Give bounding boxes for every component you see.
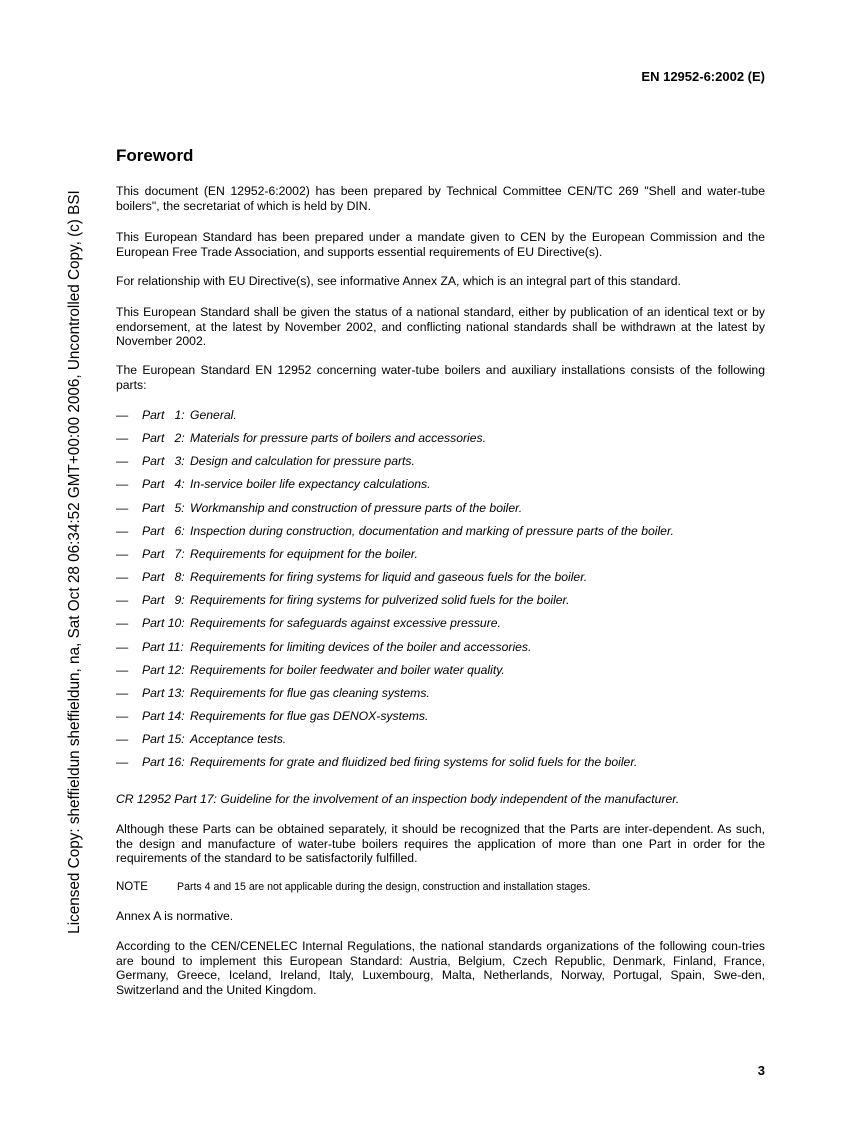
paragraph-parts-intro: The European Standard EN 12952 concerning water-tube boilers and auxiliary installations consists of the following parts: <box>116 363 765 392</box>
part-title: Requirements for grate and fluidized bed firing systems for solid fuels for the boiler. <box>190 755 638 770</box>
dash-bullet: — <box>116 755 129 770</box>
dash-bullet: — <box>116 593 129 608</box>
part-number: Part 10: <box>142 616 185 631</box>
part-number: Part 3: <box>142 454 185 469</box>
part-title: Requirements for firing systems for liquid and gaseous fuels for the boiler. <box>190 570 588 585</box>
part-title: Requirements for safeguards against excessive pressure. <box>190 616 501 631</box>
list-item <box>116 524 674 538</box>
part-title: Materials for pressure parts of boilers and accessories. <box>190 431 487 446</box>
part-number: Part 2: <box>142 431 185 446</box>
part-number: Part 1: <box>142 408 185 422</box>
list-item <box>116 547 418 561</box>
part-title: Requirements for boiler feedwater and boiler water quality. <box>190 662 505 677</box>
part-number: Part 8: <box>142 570 185 585</box>
part-number: Part 11: <box>142 639 184 654</box>
document-id-header: EN 12952-6:2002 (E) <box>641 69 765 84</box>
list-item <box>116 431 486 445</box>
dash-bullet: — <box>116 500 129 515</box>
part-number: Part 15: <box>142 732 185 747</box>
part-title: Requirements for flue gas DENOX-systems. <box>190 708 429 723</box>
dash-bullet: — <box>116 570 129 585</box>
dash-bullet: — <box>116 431 129 446</box>
part-title: Requirements for flue gas cleaning systems. <box>190 685 430 700</box>
part-title: Workmanship and construction of pressure parts of the boiler. <box>190 500 523 515</box>
dash-bullet: — <box>116 662 129 677</box>
part-number: Part 12: <box>142 662 185 677</box>
part-number: Part 7: <box>142 546 185 561</box>
note <box>116 881 590 893</box>
list-item <box>116 686 430 700</box>
list-item <box>116 663 505 677</box>
paragraph-mandate: This European Standard has been prepared under a mandate given to CEN by the European Commission and the European Free Trade Association, and supports essential requirements of EU Directive(s). <box>116 230 765 259</box>
dash-bullet: — <box>116 454 129 469</box>
part-title: Requirements for equipment for the boiler. <box>190 546 418 561</box>
paragraph-interdependent: Although these Parts can be obtained separately, it should be recognized that the Parts are inter-dependent. As such, the design and manufacture of water-tube boilers requires the application of more than one Part in order for the requirements of the standard to be satisfactorily fulfilled. <box>116 822 765 866</box>
part-number: Part 9: <box>142 593 185 608</box>
dash-bullet: — <box>116 708 129 723</box>
license-watermark: Licensed Copy: sheffieldun sheffieldun, na, Sat Oct 28 06:34:52 GMT+00:00 2006, Uncontrolled Copy, (c) BSI <box>66 190 83 934</box>
part-number: Part 13: <box>142 685 185 700</box>
paragraph-countries: According to the CEN/CENELEC Internal Regulations, the national standards organizations of the following coun-tries are bound to implement this European Standard: Austria, Belgium, Czech Republic, Denmark, Finland, France, Germany, Greece, Iceland, Ireland, Italy, Luxembourg, Malta, Netherlands, Norway, Portugal, Spain, Swe-den, Switzerland and the United Kingdom. <box>116 939 765 997</box>
part-title: In-service boiler life expectancy calculations. <box>190 477 431 492</box>
part-title: Design and calculation for pressure parts. <box>190 454 415 469</box>
list-item <box>116 570 587 584</box>
dash-bullet: — <box>116 732 129 747</box>
list-item <box>116 640 531 654</box>
part-number: Part 6: <box>142 523 185 538</box>
dash-bullet: — <box>116 523 129 538</box>
list-item <box>116 501 522 515</box>
list-item <box>116 732 286 746</box>
list-item <box>116 477 430 491</box>
dash-bullet: — <box>116 616 129 631</box>
list-item <box>116 616 501 630</box>
list-item <box>116 755 637 769</box>
page-number: 3 <box>757 1063 765 1078</box>
list-item <box>116 593 570 607</box>
note-label: NOTE <box>116 881 148 893</box>
list-item <box>116 709 428 723</box>
note-text: Parts 4 and 15 are not applicable during the design, construction and installation stages. <box>177 881 591 893</box>
paragraph-directive: For relationship with EU Directive(s), see informative Annex ZA, which is an integral part of this standard. <box>116 274 681 288</box>
part-number: Part 16: <box>142 755 185 770</box>
part-number: Part 14: <box>142 708 185 723</box>
part-title: General. <box>190 408 237 422</box>
part-title: Requirements for firing systems for pulverized solid fuels for the boiler. <box>190 593 570 608</box>
part-title: Inspection during construction, documentation and marking of pressure parts of the boiler. <box>190 523 674 538</box>
dash-bullet: — <box>116 408 129 422</box>
paragraph-status: This European Standard shall be given the status of a national standard, either by publication of an identical text or by endorsement, at the latest by November 2002, and conflicting national standards shall be withdrawn at the latest by November 2002. <box>116 305 765 349</box>
cr-part-17: CR 12952 Part 17: Guideline for the involvement of an inspection body independent of the manufacturer. <box>116 792 680 806</box>
part-number: Part 4: <box>142 477 185 492</box>
part-title: Requirements for limiting devices of the boiler and accessories. <box>190 639 532 654</box>
paragraph-intro: This document (EN 12952-6:2002) has been prepared by Technical Committee CEN/TC 269 "Shell and water-tube boilers", the secretariat of which is held by DIN. <box>116 184 765 213</box>
section-title: Foreword <box>116 146 194 165</box>
list-item <box>116 454 415 468</box>
dash-bullet: — <box>116 639 129 654</box>
part-title: Acceptance tests. <box>190 732 287 747</box>
dash-bullet: — <box>116 685 129 700</box>
part-number: Part 5: <box>142 500 185 515</box>
paragraph-annex: Annex A is normative. <box>116 909 234 923</box>
dash-bullet: — <box>116 546 129 561</box>
list-item <box>116 408 237 422</box>
dash-bullet: — <box>116 477 129 492</box>
